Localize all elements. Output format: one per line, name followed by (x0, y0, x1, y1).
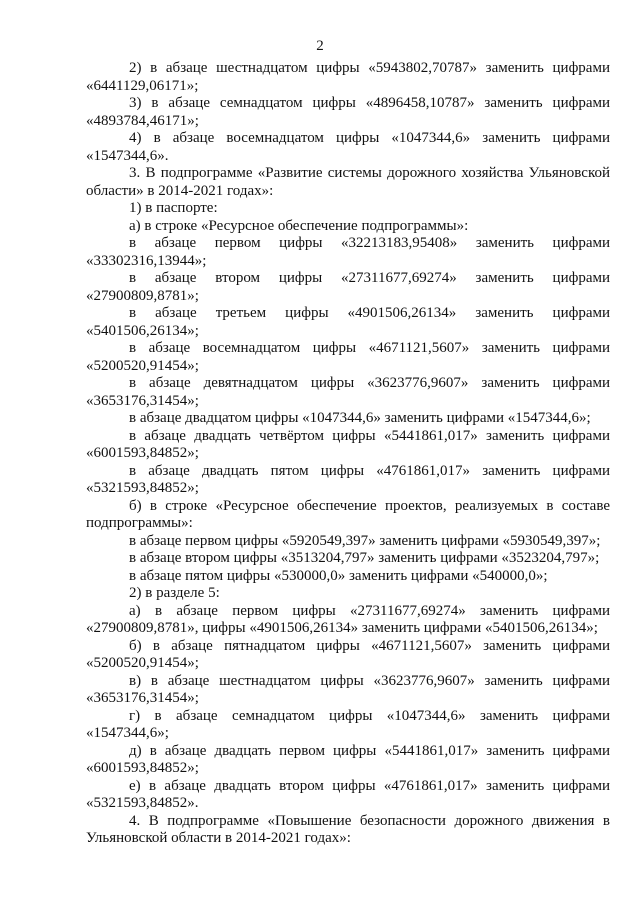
paragraph: в абзаце двадцатом цифры «1047344,6» заменить цифрами «1547344,6»; (129, 410, 591, 426)
paragraph: г) в абзаце семнадцатом цифры «1047344,6» заменить цифрами «1547344,6»; (86, 707, 610, 741)
page-number: 2 (316, 38, 324, 54)
paragraph: 3) в абзаце семнадцатом цифры «4896458,10787» заменить цифрами «4893784,46171»; (86, 95, 610, 129)
paragraph: 2) в абзаце шестнадцатом цифры «5943802,70787» заменить цифрами «6441129,06171»; (86, 60, 610, 94)
paragraph: в абзаце двадцать пятом цифры «4761861,017» заменить цифрами «5321593,84852»; (86, 462, 610, 496)
paragraph: б) в строке «Ресурсное обеспечение проектов, реализуемых в составе подпрограммы»: (86, 497, 610, 531)
paragraph: в абзаце втором цифры «27311677,69274» заменить цифрами «27900809,8781»; (86, 270, 610, 304)
paragraph: 1) в паспорте: (129, 200, 218, 216)
paragraph: е) в абзаце двадцать втором цифры «4761861,017» заменить цифрами «5321593,84852». (86, 777, 610, 811)
paragraph: а) в строке «Ресурсное обеспечение подпрограммы»: (129, 217, 469, 234)
paragraph: в абзаце девятнадцатом цифры «3623776,9607» заменить цифрами «3653176,31454»; (86, 375, 610, 409)
paragraph: в) в абзаце шестнадцатом цифры «3623776,9607» заменить цифрами «3653176,31454»; (86, 672, 610, 706)
paragraph: 4. В подпрограмме «Повышение безопасности дорожного движения в Ульяновской области в 2014-2021 годах»: (86, 812, 610, 846)
paragraph: б) в абзаце пятнадцатом цифры «4671121,5607» заменить цифрами «5200520,91454»; (86, 637, 610, 671)
paragraph: а) в абзаце первом цифры «27311677,69274» заменить цифрами «27900809,8781», цифры «4901506,26134» заменить цифрами «5401506,26134»; (86, 602, 610, 636)
paragraph: в абзаце восемнадцатом цифры «4671121,5607» заменить цифрами «5200520,91454»; (86, 340, 610, 374)
paragraph: 2) в разделе 5: (129, 585, 220, 601)
paragraph: 3. В подпрограмме «Развитие системы дорожного хозяйства Ульяновской области» в 2014-2021 годах»: (86, 165, 610, 199)
paragraph: д) в абзаце двадцать первом цифры «5441861,017» заменить цифрами «6001593,84852»; (86, 742, 610, 776)
paragraph: в абзаце двадцать четвёртом цифры «5441861,017» заменить цифрами «6001593,84852»; (86, 427, 610, 461)
paragraph: в абзаце втором цифры «3513204,797» заменить цифрами «3523204,797»; (129, 550, 600, 566)
document-body (86, 60, 610, 848)
paragraph: в абзаце пятом цифры «530000,0» заменить цифрами «540000,0»; (129, 567, 548, 584)
paragraph: в абзаце первом цифры «5920549,397» заменить цифрами «5930549,397»; (129, 532, 601, 549)
paragraph: 4) в абзаце восемнадцатом цифры «1047344,6» заменить цифрами «1547344,6». (86, 130, 610, 164)
paragraph: в абзаце первом цифры «32213183,95408» заменить цифрами «33302316,13944»; (86, 235, 610, 269)
paragraph: в абзаце третьем цифры «4901506,26134» заменить цифрами «5401506,26134»; (86, 305, 610, 339)
